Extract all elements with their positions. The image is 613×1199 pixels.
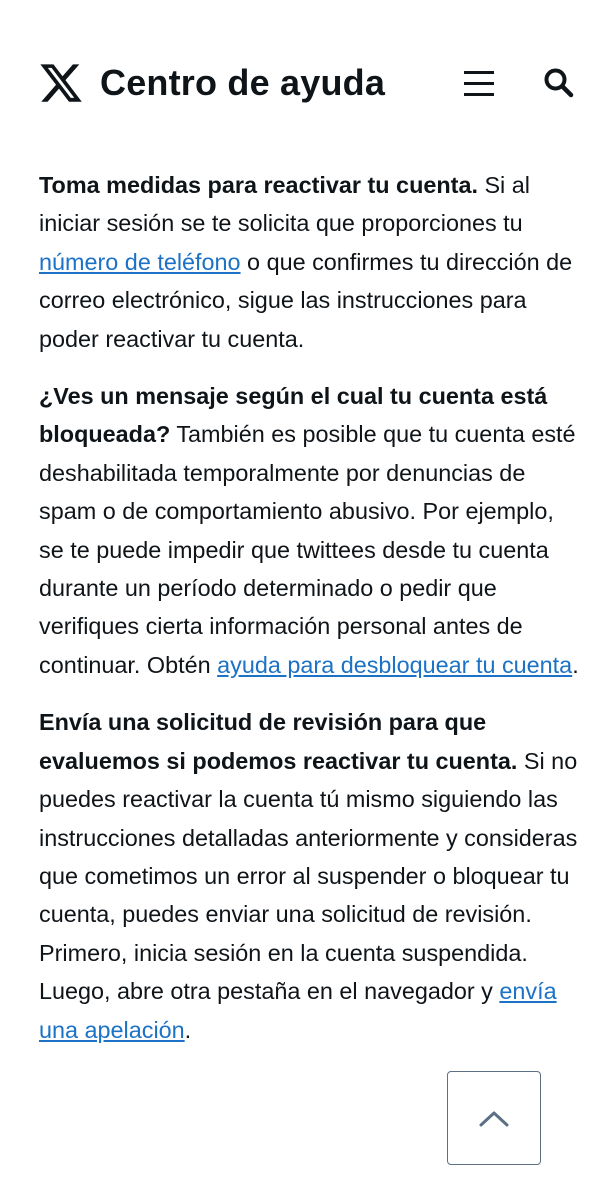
paragraph-locked: [39, 377, 584, 684]
chevron-up-icon: [478, 1108, 510, 1128]
phone-number-link[interactable]: número de teléfono: [39, 248, 241, 275]
hamburger-menu-icon: [462, 68, 498, 100]
paragraph-text: .: [572, 651, 579, 678]
article-content: [39, 166, 584, 1068]
search-icon: [542, 66, 576, 100]
paragraph-heading: Envía una solicitud de revisión para que evaluemos si podemos reactivar tu cuenta.: [39, 709, 518, 774]
paragraph-text: También es posible que tu cuenta esté deshabilitada temporalmente por denuncias de spam o de comportamiento abusivo. Por ejemplo, se te puede impedir que twittees desde tu cuenta durante un período determinado o pedir que verifiques cierta información personal antes de continuar. Obtén: [39, 421, 576, 678]
paragraph-reactivate: [39, 166, 584, 358]
x-logo-icon[interactable]: [38, 60, 84, 106]
search-button[interactable]: [542, 66, 576, 100]
paragraph-text: .: [184, 1016, 192, 1043]
menu-button[interactable]: [462, 68, 498, 100]
paragraph-text: o que confirmes tu dirección de correo electrónico, sigue las instrucciones para poder reactivar tu cuenta.: [39, 248, 573, 352]
unlock-account-help-link[interactable]: ayuda para desbloquear tu cuenta: [217, 651, 573, 678]
header: [0, 0, 613, 170]
scroll-to-top-button[interactable]: [447, 1071, 541, 1165]
paragraph-text: Si al iniciar sesión se te solicita que proporciones tu: [39, 172, 530, 237]
paragraph-appeal: [39, 703, 584, 1049]
paragraph-heading: ¿Ves un mensaje según el cual tu cuenta está bloqueada?: [39, 383, 548, 448]
site-title[interactable]: Centro de ayuda: [100, 62, 386, 103]
submit-appeal-link[interactable]: envía una apelación: [39, 978, 557, 1043]
paragraph-text: Si no puedes reactivar la cuenta tú mismo siguiendo las instrucciones detalladas anteriormente y consideras que cometimos un error al suspender o bloquear tu cuenta, puedes enviar una solicitud de revisión. Primero, inicia sesión en la cuenta suspendida. Luego, abre otra pestaña en el navegador y: [39, 747, 578, 1005]
paragraph-heading: Toma medidas para reactivar tu cuenta.: [39, 172, 478, 198]
